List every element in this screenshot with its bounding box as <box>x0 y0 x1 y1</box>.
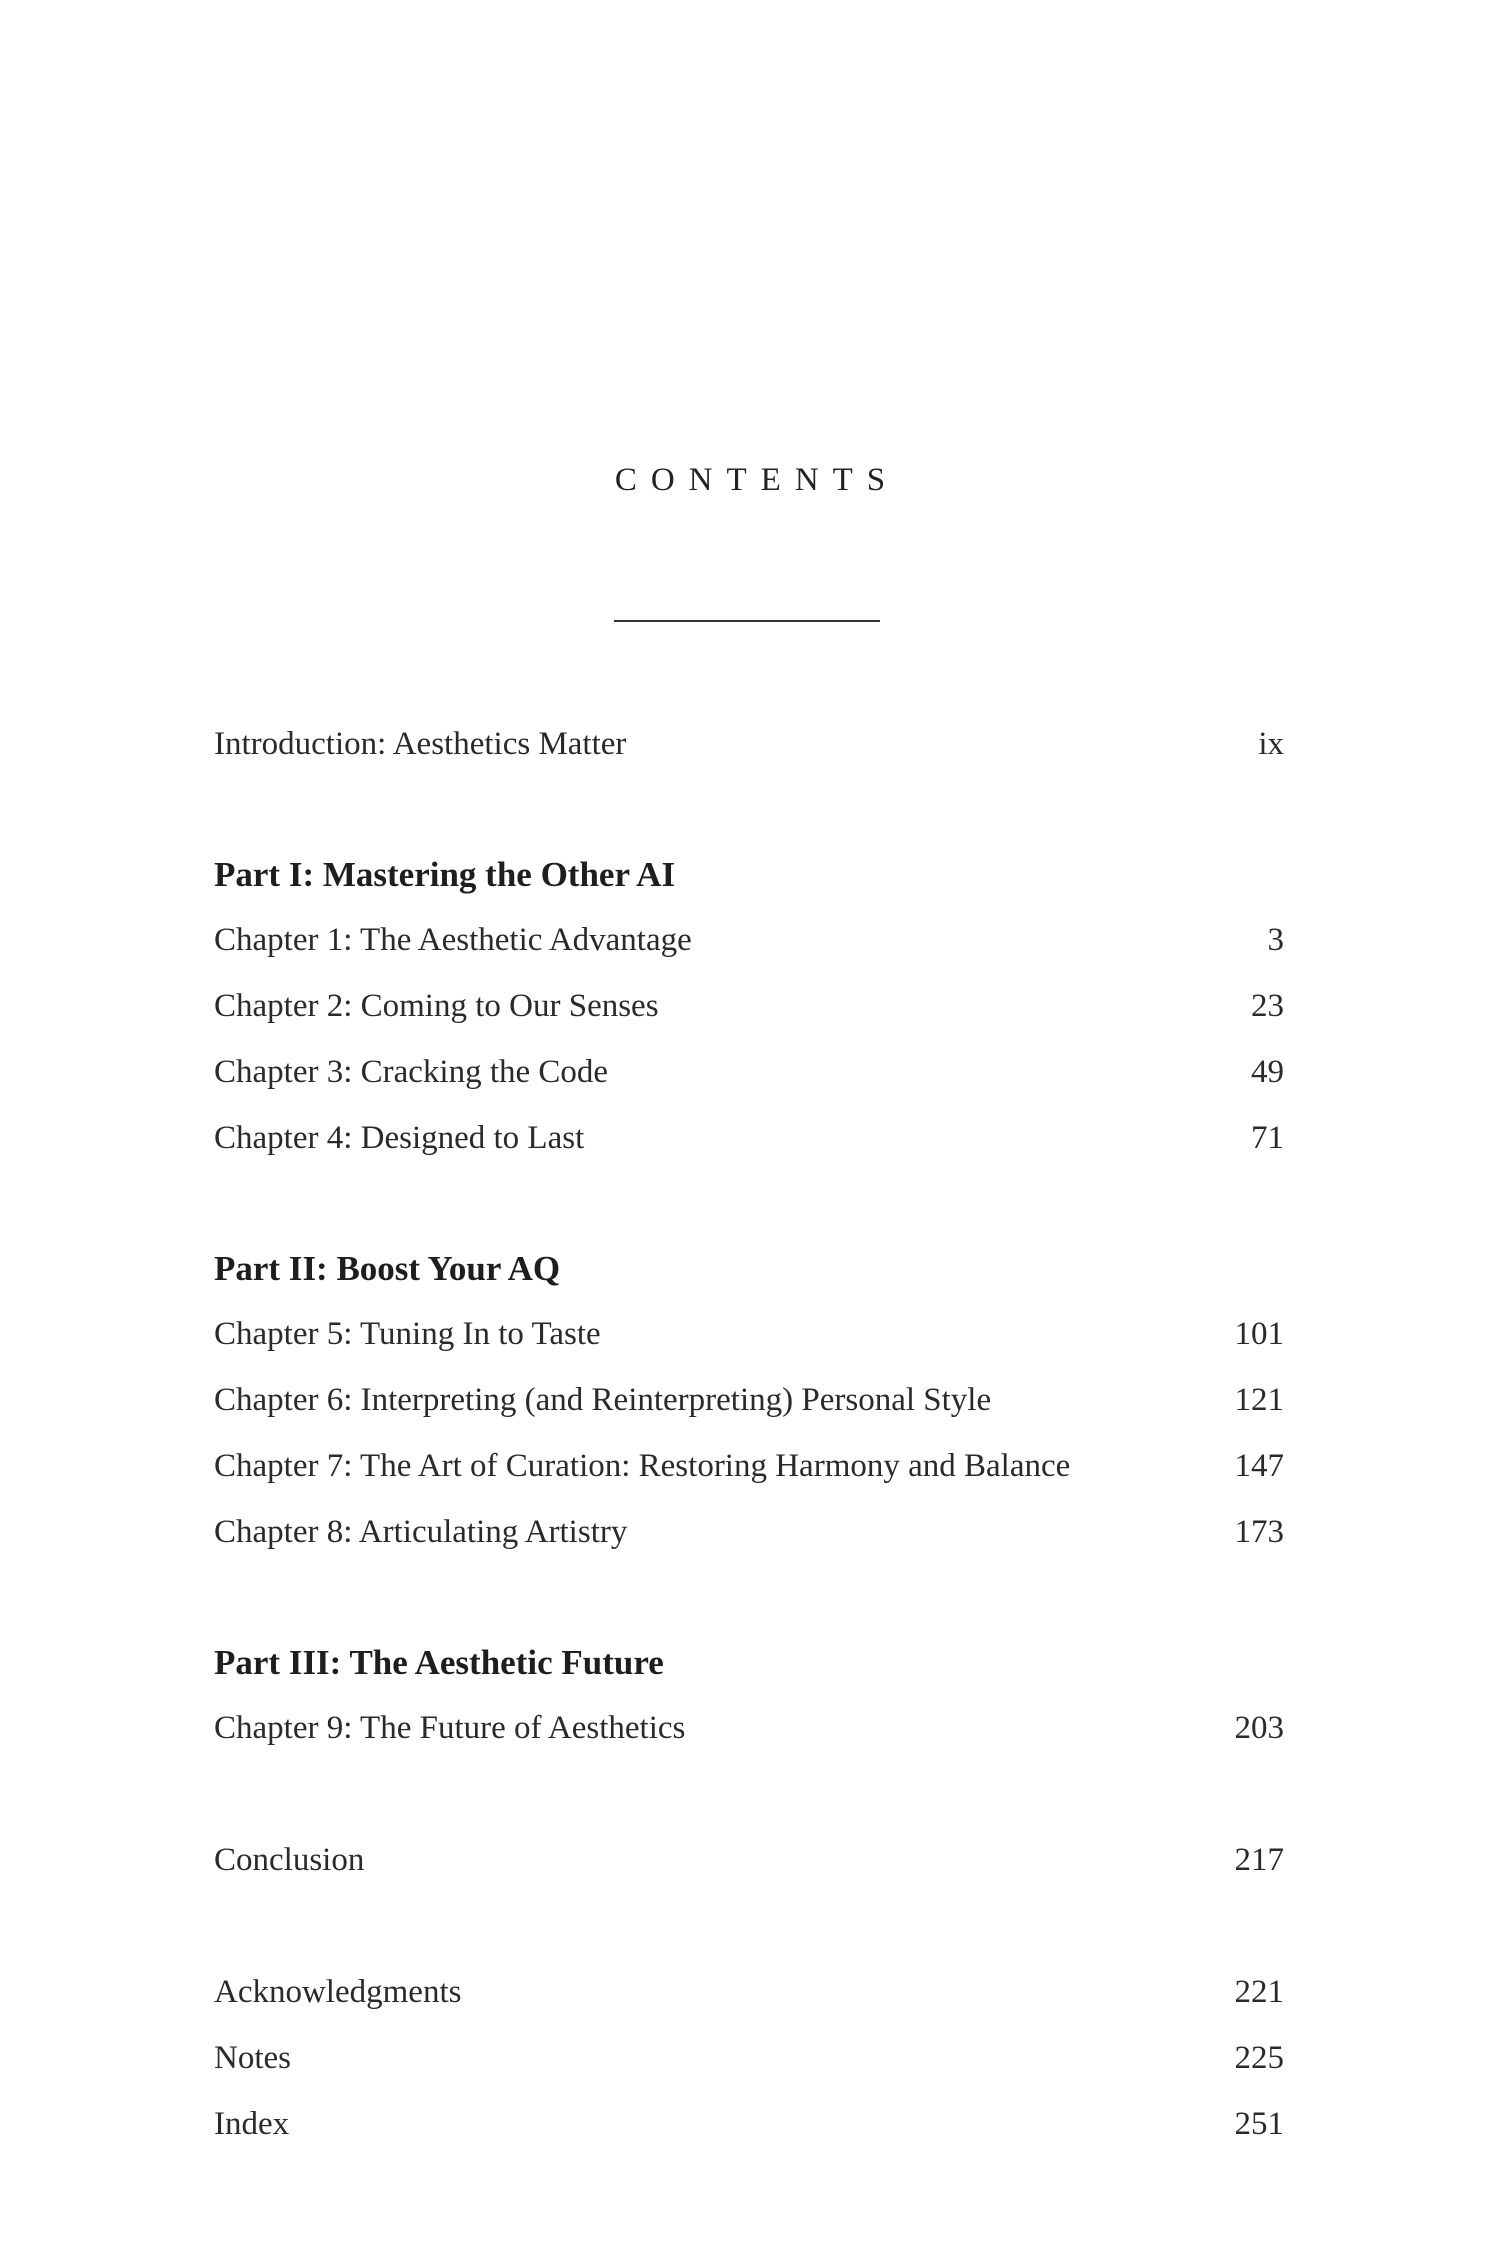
toc-entry-page: 251 <box>1234 2106 1284 2142</box>
part-heading-2[interactable]: Part II: Boost Your AQ <box>214 1249 561 1288</box>
toc-entry-page: 173 <box>1234 1514 1284 1550</box>
toc-entry-label: Chapter 4: Designed to Last <box>214 1120 585 1156</box>
toc-entry-chapter-9[interactable] <box>214 1706 1284 1750</box>
toc-entry-label: Acknowledgments <box>214 1974 462 2010</box>
toc-entry-label: Chapter 5: Tuning In to Taste <box>214 1316 601 1352</box>
toc-entry-page: 71 <box>1251 1120 1284 1156</box>
toc-entry-label: Conclusion <box>214 1842 365 1878</box>
toc-entry-page: 23 <box>1251 988 1284 1024</box>
toc-entry-chapter-6[interactable] <box>214 1378 1284 1422</box>
toc-entry-chapter-7[interactable] <box>214 1444 1284 1488</box>
toc-entry-introduction[interactable] <box>214 722 1284 766</box>
toc-entry-page: 101 <box>1234 1316 1284 1352</box>
toc-entry-page: ix <box>1258 726 1284 762</box>
toc-entry-page: 225 <box>1234 2040 1284 2076</box>
toc-entry-conclusion[interactable] <box>214 1838 1284 1882</box>
toc-entry-label: Chapter 1: The Aesthetic Advantage <box>214 922 692 958</box>
toc-entry-chapter-4[interactable] <box>214 1116 1284 1160</box>
toc-entry-chapter-8[interactable] <box>214 1510 1284 1554</box>
toc-entry-label: Chapter 7: The Art of Curation: Restoring Harmony and Balance <box>214 1448 1071 1484</box>
toc-entry-notes[interactable] <box>214 2036 1284 2080</box>
toc-entry-page: 49 <box>1251 1054 1284 1090</box>
title-divider <box>614 620 880 622</box>
toc-entry-label: Chapter 3: Cracking the Code <box>214 1054 609 1090</box>
page-title: CONTENTS <box>614 462 900 498</box>
toc-entry-label: Notes <box>214 2040 291 2076</box>
toc-entry-chapter-2[interactable] <box>214 984 1284 1028</box>
toc-entry-chapter-5[interactable] <box>214 1312 1284 1356</box>
toc-entry-label: Introduction: Aesthetics Matter <box>214 726 627 762</box>
toc-entry-chapter-3[interactable] <box>214 1050 1284 1094</box>
toc-entry-page: 147 <box>1234 1448 1284 1484</box>
toc-entry-label: Chapter 6: Interpreting (and Reinterpreting) Personal Style <box>214 1382 992 1418</box>
toc-entry-label: Chapter 9: The Future of Aesthetics <box>214 1710 686 1746</box>
toc-entry-label: Index <box>214 2106 290 2142</box>
toc-entry-page: 121 <box>1234 1382 1284 1418</box>
toc-entry-acknowledgments[interactable] <box>214 1970 1284 2014</box>
toc-entry-chapter-1[interactable] <box>214 918 1284 962</box>
toc-entry-index[interactable] <box>214 2102 1284 2146</box>
toc-entry-label: Chapter 2: Coming to Our Senses <box>214 988 659 1024</box>
part-heading-1[interactable]: Part I: Mastering the Other AI <box>214 855 676 894</box>
toc-entry-page: 203 <box>1234 1710 1284 1746</box>
toc-entry-page: 217 <box>1234 1842 1284 1878</box>
toc-entry-page: 221 <box>1234 1974 1284 2010</box>
part-heading-3[interactable]: Part III: The Aesthetic Future <box>214 1643 664 1682</box>
toc-entry-page: 3 <box>1267 922 1284 958</box>
toc-entry-label: Chapter 8: Articulating Artistry <box>214 1514 628 1550</box>
